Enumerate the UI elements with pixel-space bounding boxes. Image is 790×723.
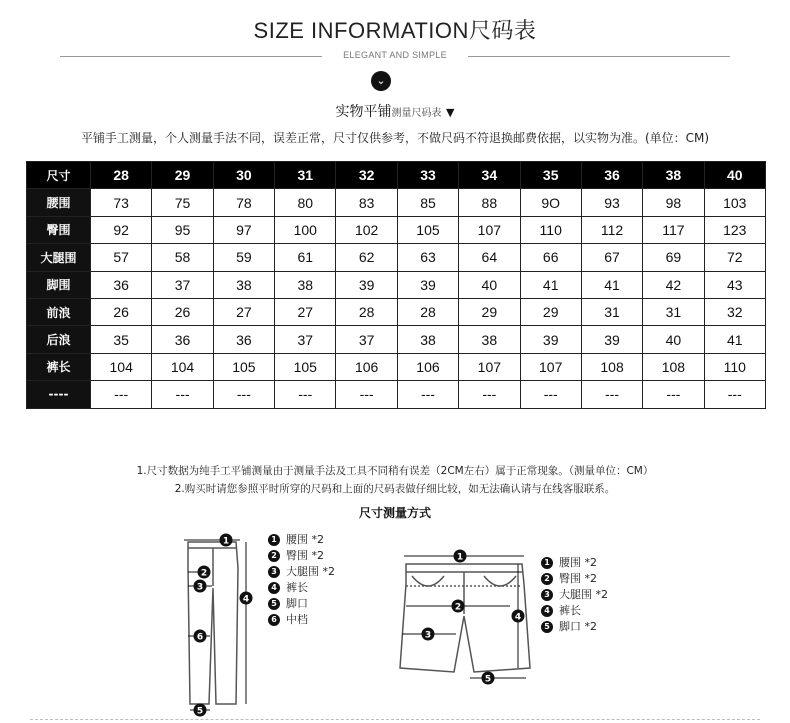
- chevron-down-icon: ⌄: [371, 71, 391, 91]
- table-cell: 108: [581, 353, 642, 380]
- table-cell: 73: [91, 189, 152, 216]
- table-cell: 62: [336, 244, 397, 271]
- table-cell: 43: [704, 271, 765, 298]
- table-row: [27, 216, 766, 243]
- table-cell: 107: [459, 353, 520, 380]
- row-label: 大腿围: [27, 244, 91, 271]
- table-cell: 108: [643, 353, 704, 380]
- marker-label: 2: [200, 568, 208, 579]
- table-cell: 105: [275, 353, 336, 380]
- size-header-cell: 30: [213, 162, 274, 189]
- table-cell: 64: [459, 244, 520, 271]
- table-cell: 110: [704, 353, 765, 380]
- legend-label: 大腿围 *2: [559, 588, 608, 601]
- measurement-note: 平铺手工测量，个人测量手法不同，误差正常，尺寸仅供参考，不做尺码不符退换邮费依据，以实物为准。(单位：CM): [80, 131, 710, 145]
- pants-legend-item: [268, 612, 335, 628]
- marker-label: 3: [196, 582, 204, 593]
- legend-label: 脚口 *2: [559, 620, 597, 633]
- table-cell: 57: [91, 244, 152, 271]
- table-cell: 38: [397, 326, 458, 353]
- table-row: [27, 271, 766, 298]
- number-badge-icon: 1: [541, 557, 553, 569]
- marker-label: 5: [196, 706, 204, 717]
- marker-label: 5: [484, 674, 492, 685]
- table-cell: ---: [459, 381, 520, 408]
- table-cell: 107: [459, 216, 520, 243]
- table-cell: 9O: [520, 189, 581, 216]
- table-cell: 40: [459, 271, 520, 298]
- table-cell: 40: [643, 326, 704, 353]
- size-header-cell: 38: [643, 162, 704, 189]
- legend-label: 中档: [286, 613, 308, 626]
- number-badge-icon: 4: [541, 605, 553, 617]
- table-cell: 102: [336, 216, 397, 243]
- pants-legend-item: [268, 548, 335, 564]
- table-cell: 38: [275, 271, 336, 298]
- table-cell: 37: [152, 271, 213, 298]
- table-cell: 39: [520, 326, 581, 353]
- title-cn: 尺码表: [468, 18, 537, 43]
- table-cell: 106: [397, 353, 458, 380]
- size-header-cell: 28: [91, 162, 152, 189]
- table-row: [27, 189, 766, 216]
- row-label: 前浪: [27, 298, 91, 325]
- legend-label: 腰围 *2: [286, 533, 324, 546]
- pants-diagram: [180, 528, 260, 720]
- table-cell: 95: [152, 216, 213, 243]
- table-cell: 35: [91, 326, 152, 353]
- marker-label: 1: [456, 552, 464, 563]
- number-badge-icon: 6: [268, 614, 280, 626]
- row-label: 脚围: [27, 271, 91, 298]
- footnote-2: 2.购买时请您参照平时所穿的尺码和上面的尺码表做仔细比较，如无法确认请与在线客服联系。: [174, 483, 616, 495]
- table-cell: 42: [643, 271, 704, 298]
- table-cell: ---: [704, 381, 765, 408]
- table-cell: 112: [581, 216, 642, 243]
- table-cell: 28: [397, 298, 458, 325]
- table-cell: ---: [91, 381, 152, 408]
- table-cell: 75: [152, 189, 213, 216]
- table-cell: 107: [520, 353, 581, 380]
- bottom-divider: [30, 719, 760, 721]
- number-badge-icon: 5: [268, 598, 280, 610]
- table-cell: 58: [152, 244, 213, 271]
- legend-label: 裤长: [286, 581, 308, 594]
- table-cell: 80: [275, 189, 336, 216]
- table-cell: ---: [336, 381, 397, 408]
- row-label: 腰围: [27, 189, 91, 216]
- table-cell: 28: [336, 298, 397, 325]
- table-cell: 117: [643, 216, 704, 243]
- table-cell: 104: [91, 353, 152, 380]
- legend-label: 臀围 *2: [286, 549, 324, 562]
- table-cell: 36: [91, 271, 152, 298]
- legend-label: 臀围 *2: [559, 572, 597, 585]
- table-cell: 85: [397, 189, 458, 216]
- legend-label: 裤长: [559, 604, 581, 617]
- table-cell: 26: [91, 298, 152, 325]
- shorts-legend-item: [541, 603, 608, 619]
- row-label: ----: [27, 381, 91, 408]
- pants-legend: [268, 532, 335, 628]
- table-cell: 37: [336, 326, 397, 353]
- table-cell: ---: [213, 381, 274, 408]
- table-cell: 78: [213, 189, 274, 216]
- footnote-1: 1.尺寸数据为纯手工平铺测量由于测量手法及工具不同稍有误差（2CM左右）属于正常现象。（测量单位：CM）: [136, 465, 654, 477]
- table-cell: 39: [336, 271, 397, 298]
- legend-label: 腰围 *2: [559, 556, 597, 569]
- section-title-main: 实物平铺: [335, 104, 392, 120]
- table-cell: 66: [520, 244, 581, 271]
- caret-down-icon: ▼: [445, 106, 455, 119]
- table-cell: 92: [91, 216, 152, 243]
- table-cell: ---: [275, 381, 336, 408]
- table-cell: 31: [581, 298, 642, 325]
- number-badge-icon: 4: [268, 582, 280, 594]
- table-header-row: [27, 162, 766, 189]
- row-label: 后浪: [27, 326, 91, 353]
- table-cell: 37: [275, 326, 336, 353]
- marker-label: 4: [514, 612, 522, 623]
- number-badge-icon: 2: [268, 550, 280, 562]
- table-cell: ---: [152, 381, 213, 408]
- table-cell: 38: [459, 326, 520, 353]
- table-cell: 110: [520, 216, 581, 243]
- measure-title: 尺寸测量方式: [358, 506, 431, 520]
- number-badge-icon: 5: [541, 621, 553, 633]
- shorts-legend-item: [541, 571, 608, 587]
- size-header-cell: 29: [152, 162, 213, 189]
- table-cell: 36: [152, 326, 213, 353]
- marker-label: 4: [242, 594, 250, 605]
- size-table: [26, 161, 766, 409]
- size-header-cell: 32: [336, 162, 397, 189]
- row-label: 臀围: [27, 216, 91, 243]
- table-row: [27, 244, 766, 271]
- title-en: SIZE INFORMATION: [253, 18, 469, 43]
- table-cell: 106: [336, 353, 397, 380]
- size-header-cell: 40: [704, 162, 765, 189]
- shorts-diagram: [398, 546, 538, 696]
- table-cell: 32: [704, 298, 765, 325]
- pants-legend-item: [268, 564, 335, 580]
- legend-label: 脚口: [286, 597, 308, 610]
- section-title-small: 测量尺码表: [391, 108, 442, 119]
- number-badge-icon: 3: [268, 566, 280, 578]
- table-cell: 27: [275, 298, 336, 325]
- table-cell: ---: [581, 381, 642, 408]
- table-cell: 105: [397, 216, 458, 243]
- table-cell: ---: [520, 381, 581, 408]
- table-cell: 98: [643, 189, 704, 216]
- table-row: [27, 326, 766, 353]
- table-cell: 63: [397, 244, 458, 271]
- table-cell: 41: [704, 326, 765, 353]
- table-cell: 29: [459, 298, 520, 325]
- marker-label: 1: [222, 536, 230, 547]
- size-header-cell: 34: [459, 162, 520, 189]
- number-badge-icon: 2: [541, 573, 553, 585]
- table-cell: 26: [152, 298, 213, 325]
- table-cell: 83: [336, 189, 397, 216]
- table-cell: 59: [213, 244, 274, 271]
- table-cell: 67: [581, 244, 642, 271]
- table-cell: ---: [397, 381, 458, 408]
- section-title: [0, 101, 790, 121]
- table-cell: 41: [520, 271, 581, 298]
- table-cell: 123: [704, 216, 765, 243]
- table-cell: 31: [643, 298, 704, 325]
- row-label: 裤长: [27, 353, 91, 380]
- marker-label: 6: [196, 632, 204, 643]
- table-cell: 69: [643, 244, 704, 271]
- table-cell: 27: [213, 298, 274, 325]
- legend-label: 大腿围 *2: [286, 565, 335, 578]
- header-subtitle: ELEGANT AND SIMPLE: [343, 50, 447, 60]
- table-cell: 36: [213, 326, 274, 353]
- shorts-legend: [541, 555, 608, 635]
- table-cell: 72: [704, 244, 765, 271]
- table-cell: 39: [397, 271, 458, 298]
- size-header-label: 尺寸: [27, 162, 91, 189]
- size-header-cell: 35: [520, 162, 581, 189]
- table-cell: 38: [213, 271, 274, 298]
- table-cell: 103: [704, 189, 765, 216]
- size-header-cell: 33: [397, 162, 458, 189]
- table-cell: 29: [520, 298, 581, 325]
- table-cell: 39: [581, 326, 642, 353]
- marker-label: 2: [454, 602, 462, 613]
- pants-legend-item: [268, 596, 335, 612]
- table-row: [27, 381, 766, 408]
- table-row: [27, 353, 766, 380]
- pants-legend-item: [268, 532, 335, 548]
- table-cell: 41: [581, 271, 642, 298]
- number-badge-icon: 1: [268, 534, 280, 546]
- shorts-legend-item: [541, 555, 608, 571]
- table-cell: 104: [152, 353, 213, 380]
- page-header: [0, 14, 790, 45]
- table-cell: 105: [213, 353, 274, 380]
- marker-label: 3: [424, 630, 432, 641]
- size-header-cell: 31: [275, 162, 336, 189]
- size-header-cell: 36: [581, 162, 642, 189]
- table-cell: 97: [213, 216, 274, 243]
- table-cell: 88: [459, 189, 520, 216]
- shorts-legend-item: [541, 587, 608, 603]
- table-row: [27, 298, 766, 325]
- table-cell: 93: [581, 189, 642, 216]
- table-cell: 61: [275, 244, 336, 271]
- number-badge-icon: 3: [541, 589, 553, 601]
- pants-legend-item: [268, 580, 335, 596]
- table-cell: ---: [643, 381, 704, 408]
- shorts-legend-item: [541, 619, 608, 635]
- table-cell: 100: [275, 216, 336, 243]
